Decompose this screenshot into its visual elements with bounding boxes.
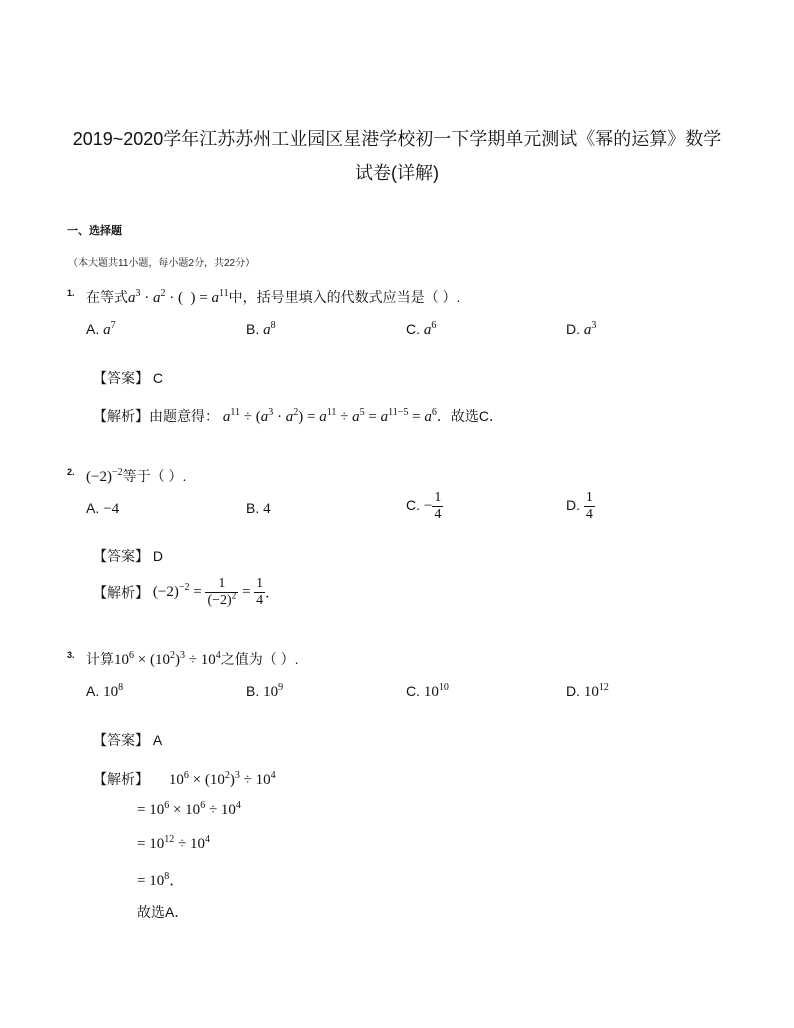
- option-label: B.: [246, 321, 260, 337]
- question-2-analysis: 【解析】 $(-2)^{-2}$ = $\frac{1}{(-2)^2}$ = $\frac{1}{4}$ ．: [93, 576, 280, 608]
- option-exponent: 10: [438, 682, 449, 693]
- option-base: 10: [103, 684, 119, 700]
- option-fraction: [584, 490, 595, 523]
- question-2-text-suffix: 等于（ ）.: [122, 468, 187, 484]
- question-3-text-prefix: 计算: [86, 651, 114, 667]
- option-exponent: 7: [110, 320, 116, 331]
- section-title: 一、选择题: [67, 225, 122, 237]
- question-3-answer: [93, 730, 162, 750]
- question-3-expression: $10^6 \times (10^2)^3 \div 10^4$: [114, 650, 221, 668]
- formula-fraction-1: $\frac{1}{(-2)^2}$: [207, 576, 237, 608]
- option-base: a: [423, 322, 432, 338]
- question-1-option-a[interactable]: [86, 321, 116, 339]
- option-value: 4: [263, 501, 271, 517]
- option-label: A.: [86, 683, 100, 699]
- question-2-option-d[interactable]: [566, 490, 595, 523]
- option-label: D.: [566, 497, 580, 514]
- option-label: C.: [406, 683, 420, 699]
- fraction-numerator: 1: [585, 490, 593, 505]
- option-exponent: 8: [118, 682, 124, 693]
- option-base: a: [263, 322, 271, 338]
- option-base: a: [583, 322, 592, 338]
- question-3-number: 3.: [67, 650, 75, 660]
- analysis-label: 【解析】: [93, 584, 149, 601]
- fraction-denominator: 4: [434, 507, 442, 522]
- fraction-denominator: 4: [585, 507, 593, 522]
- question-1-analysis-formula: $a^{11} \div (a^3 \cdot a^2) = a^{11} \div a^5 = a^{11-5} = a^6$: [222, 407, 437, 425]
- question-3-option-c[interactable]: [406, 683, 449, 701]
- option-fraction: [432, 490, 443, 523]
- answer-label: 【答案】: [93, 370, 149, 386]
- option-label: C.: [406, 321, 420, 337]
- question-2-option-b[interactable]: [246, 500, 271, 518]
- question-3-option-b[interactable]: [246, 683, 283, 701]
- question-1-option-b[interactable]: [246, 321, 276, 339]
- analysis-step-2: = $10^{12} \div 10^4$: [137, 834, 210, 852]
- option-base: 10: [423, 684, 439, 700]
- document-title-line-2: 试卷(详解): [355, 163, 439, 183]
- answer-label: 【答案】: [93, 548, 149, 564]
- analysis-step-1: = $10^6 \times 10^6 \div 10^4$: [137, 800, 241, 818]
- question-3-stem: [86, 649, 298, 669]
- question-2-expression: $(-2)^{-2}$: [86, 467, 123, 485]
- question-1-stem: [86, 287, 460, 307]
- option-label: D.: [566, 321, 580, 337]
- option-label: A.: [86, 321, 100, 337]
- question-3-option-a[interactable]: [86, 683, 123, 701]
- analysis-step-0: $10^6 \times (10^2)^3 \div 10^4$: [168, 770, 276, 788]
- option-exponent: 12: [598, 682, 609, 693]
- question-2-number: 2.: [67, 467, 75, 477]
- question-1-answer: [93, 368, 163, 388]
- option-sign: −: [423, 498, 433, 515]
- answer-label: 【答案】: [93, 732, 149, 748]
- question-1-text-prefix: 在等式: [86, 289, 128, 305]
- analysis-suffix: ．故选C．: [436, 408, 503, 424]
- question-1-number: 1.: [67, 288, 75, 298]
- question-1-option-c[interactable]: [406, 321, 436, 339]
- question-1-text-suffix: 中，括号里填入的代数式应当是（ ）.: [228, 289, 461, 305]
- analysis-label: 【解析】: [93, 408, 149, 424]
- option-exponent: 9: [278, 682, 284, 693]
- option-base: a: [103, 322, 111, 338]
- option-value: −4: [103, 501, 120, 517]
- section-note: （本大题共11小题，每小题2分，共22分）: [68, 258, 256, 269]
- question-2-option-c[interactable]: [406, 490, 443, 523]
- analysis-label: 【解析】: [93, 771, 149, 787]
- option-label: B.: [246, 683, 260, 699]
- question-1-equation: $a^3 \cdot a^2$ · ( ) = $a^{11}$: [128, 288, 229, 306]
- option-exponent: 6: [431, 320, 437, 331]
- analysis-step-3: = $10^8$．: [137, 871, 185, 889]
- analysis-conclusion: 故选A．: [137, 904, 189, 920]
- question-2-stem: [86, 466, 186, 486]
- analysis-suffix: ．: [265, 584, 280, 601]
- question-3-text-suffix: 之值为（ ）.: [220, 651, 299, 667]
- answer-value: C: [152, 370, 164, 386]
- question-1-option-d[interactable]: [566, 321, 596, 339]
- question-2-option-a[interactable]: [86, 500, 119, 518]
- option-label: A.: [86, 500, 100, 516]
- analysis-prefix: 由题意得：: [149, 408, 219, 424]
- option-label: B.: [246, 500, 260, 516]
- question-2-analysis-formula: $(-2)^{-2}$ =: [152, 582, 206, 600]
- question-1-analysis: [93, 406, 503, 426]
- option-label: C.: [406, 497, 420, 514]
- formula-fraction-2: $\frac{1}{4}$: [256, 576, 264, 608]
- option-exponent: 3: [591, 320, 597, 331]
- option-base: 10: [583, 684, 599, 700]
- fraction-numerator: 1: [434, 490, 442, 505]
- question-3-analysis: [93, 769, 276, 789]
- option-base: 10: [263, 684, 279, 700]
- option-label: D.: [566, 683, 580, 699]
- option-exponent: 8: [270, 320, 276, 331]
- question-3-option-d[interactable]: [566, 683, 609, 701]
- question-2-answer: [93, 546, 163, 566]
- answer-value: A: [152, 732, 163, 748]
- answer-value: D: [152, 548, 164, 564]
- document-title-line-1: 2019~2020学年江苏苏州工业园区星港学校初一下学期单元测试《幂的运算》数学: [72, 129, 722, 149]
